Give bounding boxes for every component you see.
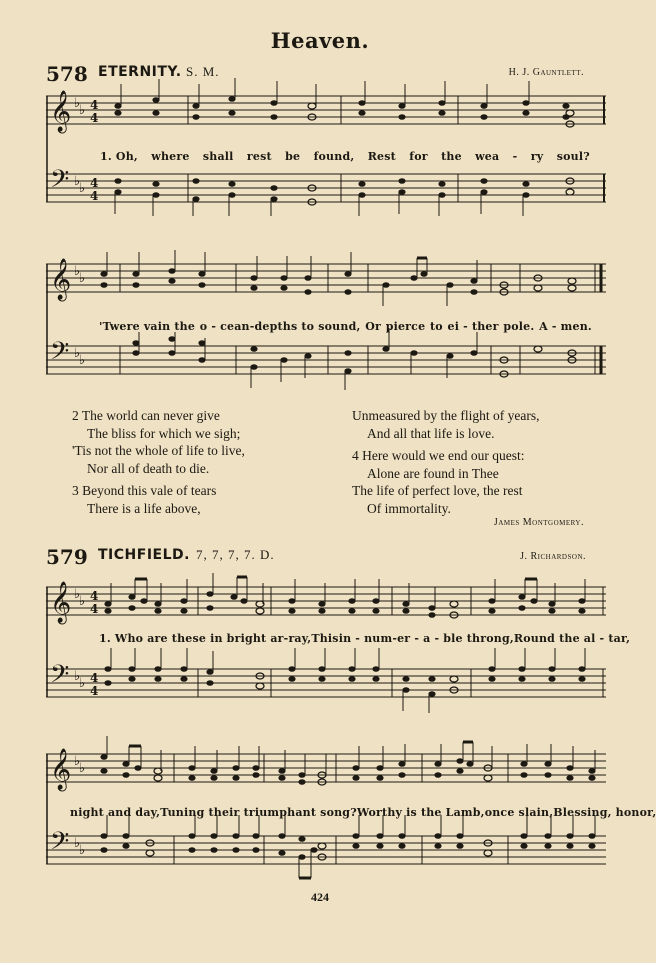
svg-text:♭: ♭	[74, 174, 81, 189]
lyric-word: for	[409, 150, 428, 163]
svg-text:♭: ♭	[79, 353, 86, 368]
verse-line: 4 Here would we end our quest:	[352, 448, 525, 463]
svg-text:♭: ♭	[79, 103, 86, 118]
hymn-578-lyric-line-2	[99, 320, 592, 333]
lyric-word: in - num-er - a - ble throng,	[338, 632, 514, 645]
bass-clef-icon: 𝄢	[50, 660, 70, 695]
hymn-578-author: James Montgomery.	[493, 517, 584, 528]
verse-line: The life of perfect love, the rest	[352, 483, 523, 498]
verse-line: There is a life above,	[87, 500, 201, 516]
verse-3-continued	[352, 407, 539, 442]
hymn-579-meter: 7, 7, 7, 7. D.	[196, 547, 275, 562]
lyric-word: 'Twere vain the	[99, 320, 196, 333]
page-heading: Heaven.	[270, 28, 370, 53]
hymn-579-tune: TICHFIELD.	[98, 547, 190, 563]
verse-4	[352, 447, 524, 517]
lyric-word: Worthy is the Lamb,	[356, 806, 485, 819]
lyric-word: rest	[246, 150, 272, 163]
lyric-word: pierce	[385, 320, 426, 333]
lyric-word: ry	[530, 150, 544, 163]
treble-clef-icon: 𝄞	[50, 582, 72, 623]
lyric-word: soul?	[556, 150, 590, 163]
svg-text:♭: ♭	[79, 676, 86, 691]
verse-line: Of immortality.	[367, 500, 451, 516]
verse-line: The bliss for which we sigh;	[87, 425, 241, 441]
svg-text:♭: ♭	[74, 836, 81, 851]
lyric-word: This	[311, 632, 339, 645]
svg-text:♭: ♭	[79, 761, 86, 776]
hymn-579-lyric-line-2	[70, 806, 656, 819]
lyric-word: Rest	[367, 150, 396, 163]
lyric-word: 1. Who are these in bright ar-ray,	[99, 632, 312, 645]
lyric-word: 1. Oh,	[100, 150, 138, 163]
svg-text:♭: ♭	[79, 594, 86, 609]
svg-text:♭: ♭	[74, 96, 81, 111]
lyric-word: where	[151, 150, 190, 163]
verse-line: Alone are found in Thee	[367, 465, 499, 481]
lyric-word: Or	[365, 320, 381, 333]
verse-line: Unmeasured by the flight of years,	[352, 408, 540, 423]
hymn-578-composer: H. J. Gauntlett.	[508, 67, 584, 78]
svg-text:♭: ♭	[79, 271, 86, 286]
lyric-word: be	[285, 150, 301, 163]
lyric-word: Tuning their triumphant song?	[160, 806, 357, 819]
svg-text:♭: ♭	[74, 669, 81, 684]
svg-text:4: 4	[90, 98, 99, 112]
hymn-578-meter: S. M.	[186, 64, 220, 79]
lyric-word: Blessing, honor,	[553, 806, 656, 819]
svg-text:♭: ♭	[74, 587, 81, 602]
hymn-579-composer: J. Richardson.	[520, 551, 586, 562]
bass-clef-icon: 𝄢	[50, 337, 70, 372]
hymn-578-tune: ETERNITY.	[98, 64, 182, 80]
svg-text:♭: ♭	[79, 181, 86, 196]
verse-3	[72, 482, 216, 517]
verse-2	[72, 407, 245, 477]
lyric-word: to	[430, 320, 443, 333]
svg-text:4: 4	[90, 189, 99, 203]
lyric-word: the	[441, 150, 462, 163]
treble-clef-icon: 𝄞	[50, 91, 72, 132]
lyric-word: shall	[202, 150, 234, 163]
svg-text:4: 4	[90, 684, 99, 698]
verse-line: 'Tis not the whole of life to live,	[72, 443, 245, 458]
verse-line: And all that life is love.	[367, 425, 495, 441]
svg-text:♭: ♭	[79, 843, 86, 858]
svg-text:4: 4	[90, 671, 99, 685]
lyric-word: night and day,	[70, 806, 161, 819]
hymn-579-system-1	[46, 575, 606, 715]
verse-line: 3 Beyond this vale of tears	[72, 483, 217, 498]
hymn-578-number: 578	[46, 62, 88, 86]
svg-text:4: 4	[90, 176, 99, 190]
verse-line: 2 The world can never give	[72, 408, 220, 423]
lyric-word: A - men.	[539, 320, 592, 333]
hymn-579-lyric-line-1	[99, 632, 631, 645]
hymn-579-number: 579	[46, 545, 88, 569]
lyric-word: once slain,	[484, 806, 554, 819]
lyric-word: pole.	[503, 320, 535, 333]
svg-text:4: 4	[90, 602, 99, 616]
lyric-word: wea	[475, 150, 500, 163]
treble-clef-icon: 𝄞	[50, 749, 72, 790]
bass-clef-icon: 𝄢	[50, 827, 70, 862]
verse-line: Nor all of death to die.	[87, 460, 210, 476]
svg-text:♭: ♭	[74, 264, 81, 279]
hymn-578-lyric-line-1	[100, 150, 590, 163]
svg-text:4: 4	[90, 111, 99, 125]
lyric-word: Round the al - tar,	[513, 632, 631, 645]
bass-clef-icon: 𝄢	[50, 165, 70, 200]
page-number: 424	[311, 890, 329, 904]
lyric-word: found,	[313, 150, 355, 163]
lyric-word: ei - ther	[447, 320, 499, 333]
svg-text:4: 4	[90, 589, 99, 603]
lyric-word: o - cean-depths to sound,	[199, 320, 361, 333]
svg-text:♭: ♭	[74, 346, 81, 361]
lyric-word: -	[512, 150, 518, 163]
treble-clef-icon: 𝄞	[50, 259, 72, 300]
svg-text:♭: ♭	[74, 754, 81, 769]
